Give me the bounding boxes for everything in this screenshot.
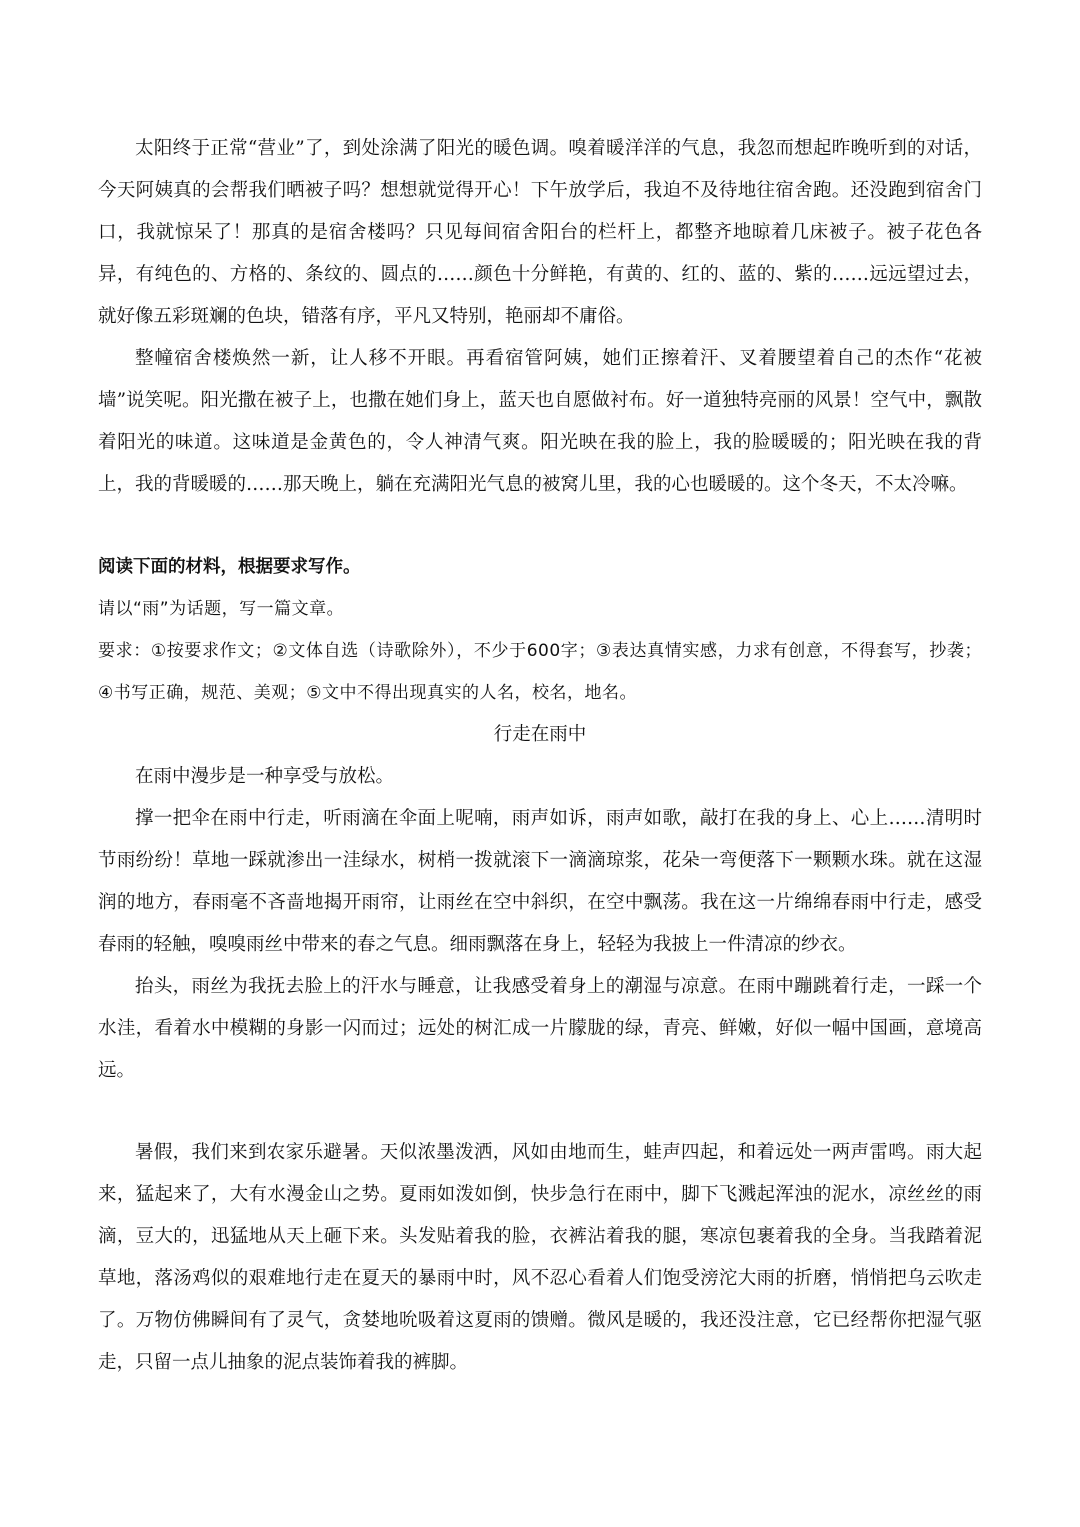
essay-paragraph-1: 在雨中漫步是一种享受与放松。 <box>135 766 395 787</box>
passage-sunshine <box>98 128 982 506</box>
prompt-heading: 阅读下面的材料，根据要求写作。 <box>98 557 361 577</box>
essay-title: 行走在雨中 <box>493 724 587 745</box>
essay-paragraph-4: 暑假，我们来到农家乐避暑。天似浓墨泼洒，风如由地而生，蛙声四起，和着远处一两声雷鸣。雨大起来，猛起来了，大有水漫金山之势。夏雨如泼如倒，快步急行在雨中，脚下飞溅起浑浊的泥水，凉丝丝的雨滴，豆大的，迅猛地从天上砸下来。头发贴着我的脸，衣裤沾着我的腿，寒凉包裹着我的全身。当我踏着泥草地，落汤鸡似的艰难地行走在夏天的暴雨中时，风不忍心看着人们饱受滂沱大雨的折磨，悄悄把乌云吹走了。万物仿佛瞬间有了灵气，贪婪地吮吸着这夏雨的馈赠。微风是暖的，我还没注意，它已经帮你把湿气驱走，只留一点儿抽象的泥点装饰着我的裤脚。 <box>98 1142 982 1373</box>
writing-prompt <box>98 546 982 714</box>
passage-paragraph-1: 太阳终于正常“营业”了，到处涂满了阳光的暖色调。嗅着暖洋洋的气息，我忽而想起昨晚听到的对话，今天阿姨真的会帮我们晒被子吗？想想就觉得开心！下午放学后，我迫不及待地往宿舍跑。还没跑到宿舍门口，我就惊呆了！那真的是宿舍楼吗？只见每间宿舍阳台的栏杆上，都整齐地晾着几床被子。被子花色各异，有纯色的、方格的、条纹的、圆点的……颜色十分鲜艳，有黄的、红的、蓝的、紫的……远远望过去，就好像五彩斑斓的色块，错落有序，平凡又特别，艳丽却不庸俗。 <box>98 138 982 327</box>
essay-paragraph-3: 抬头，雨丝为我抚去脸上的汗水与睡意，让我感受着身上的潮湿与凉意。在雨中蹦跳着行走，一踩一个水洼，看着水中模糊的身影一闪而过；远处的树汇成一片朦胧的绿，青亮、鲜嫩，好似一幅中国画，意境高远。 <box>98 976 982 1081</box>
sample-essay <box>98 714 982 1384</box>
prompt-requirements: 要求：①按要求作文；②文体自选（诗歌除外），不少于600字；③表达真情实感，力求有创意，不得套写，抄袭；④书写正确，规范、美观；⑤文中不得出现真实的人名，校名，地名。 <box>98 641 982 703</box>
passage-paragraph-2: 整幢宿舍楼焕然一新，让人移不开眼。再看宿管阿姨，她们正擦着汗、叉着腰望着自己的杰作“花被墙”说笑呢。阳光撒在被子上，也撒在她们身上，蓝天也自愿做衬布。好一道独特亮丽的风景！空气中，飘散着阳光的味道。这味道是金黄色的，令人神清气爽。阳光映在我的脸上，我的脸暖暖的；阳光映在我的背上，我的背暖暖的……那天晚上，躺在充满阳光气息的被窝儿里，我的心也暖暖的。这个冬天，不太冷嘛。 <box>98 348 982 495</box>
prompt-topic: 请以“雨”为话题，写一篇文章。 <box>98 599 345 619</box>
document-page <box>98 128 982 1384</box>
essay-paragraph-2: 撑一把伞在雨中行走，听雨滴在伞面上呢喃，雨声如诉，雨声如歌，敲打在我的身上、心上……清明时节雨纷纷！草地一踩就渗出一洼绿水，树梢一拨就滚下一滴滴琼浆，花朵一弯便落下一颗颗水珠。就在这湿润的地方，春雨毫不吝啬地揭开雨帘，让雨丝在空中斜织，在空中飘荡。我在这一片绵绵春雨中行走，感受春雨的轻触，嗅嗅雨丝中带来的春之气息。细雨飘落在身上，轻轻为我披上一件清凉的纱衣。 <box>98 808 982 955</box>
